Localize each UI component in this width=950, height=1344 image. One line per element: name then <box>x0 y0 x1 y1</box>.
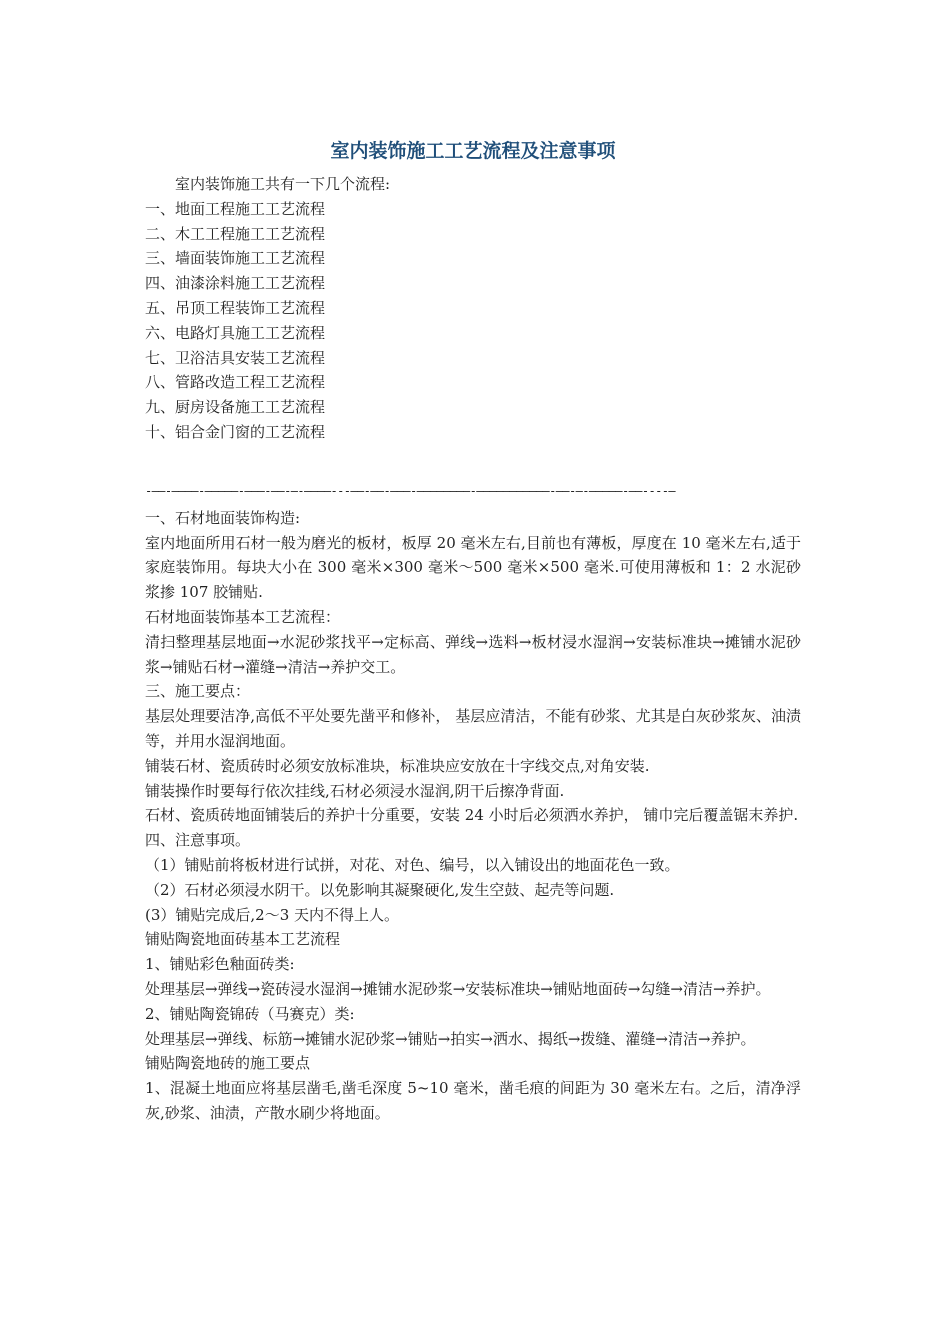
list-item: 四、油漆涂料施工工艺流程 <box>145 274 326 293</box>
list-item: 十、铝合金门窗的工艺流程 <box>145 422 326 441</box>
paragraph: 处理基层→弹线→瓷砖浸水湿润→摊铺水泥砂浆→安装标准块→铺贴地面砖→勾缝→清洁→养护。 <box>145 979 771 998</box>
list-item: 九、厨房设备施工工艺流程 <box>145 398 326 417</box>
paragraph: 石材地面装饰基本工艺流程： <box>145 607 341 626</box>
paragraph: 基层处理要洁净,高低不平处要先凿平和修补， 基层应清洁，不能有砂浆、尤其是白灰砂浆灰、油渍等，并用水湿润地面。 <box>145 707 801 750</box>
list-item: 八、管路改造工程工艺流程 <box>145 373 326 392</box>
section-heading: 三、施工要点： <box>145 682 251 701</box>
list-item: 二、木工工程施工工艺流程 <box>145 224 326 243</box>
blank-line <box>145 445 801 469</box>
paragraph: （2）石材必须浸水阴干。以免影响其凝聚硬化,发生空鼓、起壳等问题. <box>145 880 615 899</box>
document-title: 室内装饰施工工艺流程及注意事项 <box>330 140 616 162</box>
body-section <box>145 506 801 1126</box>
intro-paragraph: 室内装饰施工共有一下几个流程: <box>175 175 391 193</box>
paragraph: 2、铺贴陶瓷锦砖（马赛克）类: <box>145 1004 355 1023</box>
paragraph: 铺装操作时要每行依次挂线,石材必须浸水湿润,阴干后擦净背面. <box>145 781 565 800</box>
dashed-divider: -——-————-—————-———-——-—-————---——-——-———-————————-———————————-——-—-—————-——----— <box>145 483 675 498</box>
paragraph: 石材、瓷质砖地面铺装后的养护十分重要，安装 24 小时后必须洒水养护， 铺巾完后覆盖锯末养护. <box>145 806 799 825</box>
paragraph: （1）铺贴前将板材进行试拼，对花、对色、编号，以入铺设出的地面花色一致。 <box>145 855 680 874</box>
paragraph: 铺贴陶瓷地砖的施工要点 <box>145 1054 311 1073</box>
list-item: 五、吊顶工程装饰工艺流程 <box>145 298 326 317</box>
paragraph: 铺贴陶瓷地面砖基本工艺流程 <box>145 930 341 949</box>
paragraph: 1、铺贴彩色釉面砖类: <box>145 955 295 974</box>
section-heading: 四、注意事项。 <box>145 831 251 850</box>
paragraph: 铺装石材、瓷质砖时必须安放标准块，标准块应安放在十字线交点,对角安装. <box>145 756 650 775</box>
paragraph: 处理基层→弹线、标筋→摊铺水泥砂浆→铺贴→拍实→洒水、揭纸→拨缝、灌缝→清洁→养护。 <box>145 1029 756 1048</box>
paragraph: 清扫整理基层地面→水泥砂浆找平→定标高、弹线→选料→板材浸水湿润→安装标准块→摊铺水泥砂浆→铺贴石材→灌缝→清洁→养护交工。 <box>145 632 801 676</box>
list-item: 六、电路灯具施工工艺流程 <box>145 323 326 342</box>
paragraph: (3）铺贴完成后,2～3 天内不得上人。 <box>145 905 400 924</box>
list-item: 一、地面工程施工工艺流程 <box>145 199 326 218</box>
document-body <box>145 136 801 1126</box>
paragraph: 1、混凝土地面应将基层凿毛,凿毛深度 5~10 毫米，凿毛痕的间距为 30 毫米左右。之后，清净浮灰,砂浆、油渍，产散水刷少将地面。 <box>145 1079 801 1122</box>
process-list <box>145 197 801 445</box>
list-item: 三、墙面装饰施工工艺流程 <box>145 249 326 268</box>
list-item: 七、卫浴洁具安装工艺流程 <box>145 348 326 367</box>
section-heading: 一、石材地面装饰构造: <box>145 508 301 527</box>
paragraph: 室内地面所用石材一般为磨光的板材，板厚 20 毫米左右,目前也有薄板，厚度在 10 毫米左右,适于家庭装饰用。每块大小在 300 毫米×300 毫米～500 毫米×500 毫米.可使用薄板和 1：2 水泥砂浆掺 107 胶铺贴. <box>145 533 801 602</box>
